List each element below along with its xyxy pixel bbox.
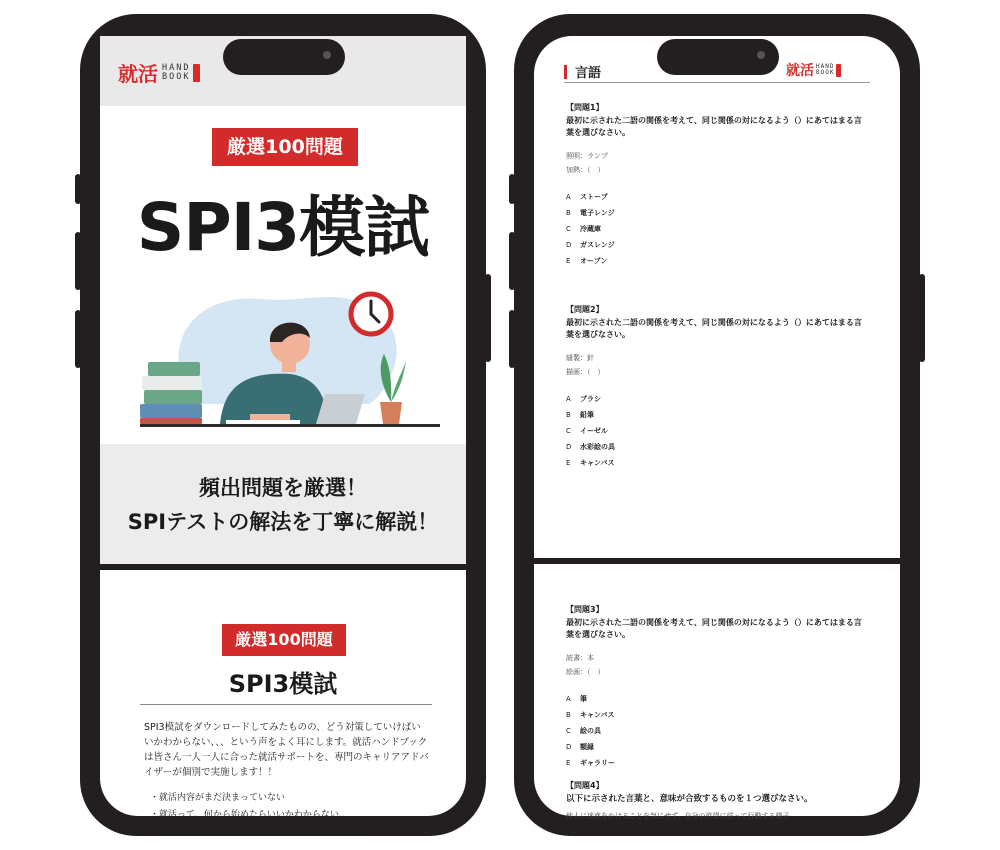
title-underline (140, 704, 432, 705)
book-icon (193, 64, 200, 82)
answer-option[interactable]: A 筆 (566, 695, 587, 703)
volume-up-button (75, 232, 81, 290)
word-pair-blank: 絵画：（ ） (566, 668, 605, 676)
cover-title: SPI3模試 (136, 189, 430, 266)
question-number: 【問題2】 (566, 305, 604, 314)
mute-switch (509, 174, 515, 204)
brand-kanji: 就活 (786, 63, 814, 79)
list-item: ・就活内容がまだ決まっていない (150, 793, 286, 803)
answer-option[interactable]: D 水彩絵の具 (566, 443, 615, 451)
power-button (485, 274, 491, 362)
question-number: 【問題1】 (566, 103, 604, 112)
question-prompt: 最初に示された二語の関係を考えて、同じ関係の対になるよう（）にあてはまる言葉を選びなさい。 (566, 116, 862, 137)
studying-illustration (140, 254, 440, 434)
tagline-band (100, 444, 466, 564)
answer-option[interactable]: E ギャラリー (566, 759, 615, 767)
volume-up-button (509, 232, 515, 290)
brand-line1: HAND (162, 62, 191, 73)
list-item: ・就活を始めてはいるけれども、うまくいかない… (150, 827, 358, 837)
word-pair-blank: 加熱：（ ） (566, 166, 605, 174)
intro-paragraph: SPI3模試をダウンロードしてみたものの、どう対策していけばいいかわからない、、、という声をよく耳にします。就活ハンドブックは皆さん一人一人に合った就活サポートを、専門のキャリアアドバイザーが個別で実施します！！ (144, 722, 429, 778)
options-list (566, 691, 866, 771)
question-number: 【問題4】 (566, 781, 604, 790)
question-prompt: 最初に示された二語の関係を考えて、同じ関係の対になるよう（）にあてはまる言葉を選びなさい。 (566, 618, 862, 639)
word-pair: 読書：本 (566, 654, 594, 662)
section-title: 言語 (575, 66, 602, 81)
question-block (566, 102, 866, 269)
page-divider (534, 558, 900, 564)
volume-down-button (509, 310, 515, 368)
answer-option[interactable]: C 絵の具 (566, 727, 601, 735)
phone-mockup-left (80, 14, 486, 836)
page-divider (100, 564, 466, 570)
question-number: 【問題3】 (566, 605, 604, 614)
answer-option[interactable]: D ガスレンジ (566, 241, 615, 249)
book-stack-icon (140, 362, 202, 424)
options-list (566, 189, 866, 269)
section-header (564, 62, 601, 81)
question-definition: 他人に迷惑をかけることを気にせず、自分の欲望に従って行動する様子 (566, 812, 790, 820)
brand-wordmark (816, 64, 834, 77)
answer-option[interactable]: A ストーブ (566, 193, 608, 201)
word-pair: 照明：ランプ (566, 152, 608, 160)
page2-badge: 厳選100問題 (222, 624, 346, 656)
section-rule (564, 82, 870, 83)
volume-down-button (75, 310, 81, 368)
brand-line2: BOOK (816, 69, 835, 76)
question-prompt: 最初に示された二語の関係を考えて、同じ関係の対になるよう（）にあてはまる言葉を選びなさい。 (566, 318, 862, 339)
brand-kanji: 就活 (118, 62, 158, 86)
phone-screen-left[interactable] (100, 36, 466, 837)
answer-option[interactable]: B 電子レンジ (566, 209, 615, 217)
tagline-line1: 頻出問題を厳選！ (199, 476, 367, 500)
answer-option[interactable]: D 額縁 (566, 743, 594, 751)
phone-screen-right[interactable] (534, 36, 900, 820)
brand-logo (118, 58, 200, 87)
question-block (566, 780, 866, 821)
tagline-line2: SPIテストの解法を丁寧に解説！ (127, 510, 439, 534)
brand-logo (786, 60, 841, 80)
brand-line1: HAND (816, 62, 835, 70)
mute-switch (75, 174, 81, 204)
question-prompt: 以下に示された言葉と、意味が合致するものを１つ選びなさい。 (566, 794, 813, 804)
answer-option[interactable]: C 冷蔵庫 (566, 225, 601, 233)
page2-title: SPI3模試 (228, 670, 338, 698)
section-marker (564, 65, 567, 79)
dynamic-island (223, 39, 345, 75)
answer-option[interactable]: A ブラシ (566, 395, 601, 403)
options-list (566, 391, 866, 471)
answer-option[interactable]: C イーゼル (566, 427, 608, 435)
answer-option[interactable]: B キャンバス (566, 711, 615, 719)
power-button (919, 274, 925, 362)
clock-icon (351, 294, 391, 334)
brand-line2: BOOK (162, 71, 191, 82)
question-block (566, 304, 866, 471)
word-pair-blank: 描画：（ ） (566, 368, 605, 376)
word-pair: 縫製：針 (566, 354, 594, 362)
list-item: ・就活って、何から始めたらいいかわからない… (150, 810, 348, 820)
phone-mockup-right (514, 14, 920, 836)
brand-wordmark (162, 64, 190, 82)
dynamic-island (657, 39, 779, 75)
cover-badge: 厳選100問題 (212, 128, 358, 166)
answer-option[interactable]: E オーブン (566, 257, 608, 265)
question-block (566, 604, 866, 771)
answer-option[interactable]: B 鉛筆 (566, 411, 594, 419)
book-icon (836, 64, 841, 77)
answer-option[interactable]: E キャンバス (566, 459, 615, 467)
